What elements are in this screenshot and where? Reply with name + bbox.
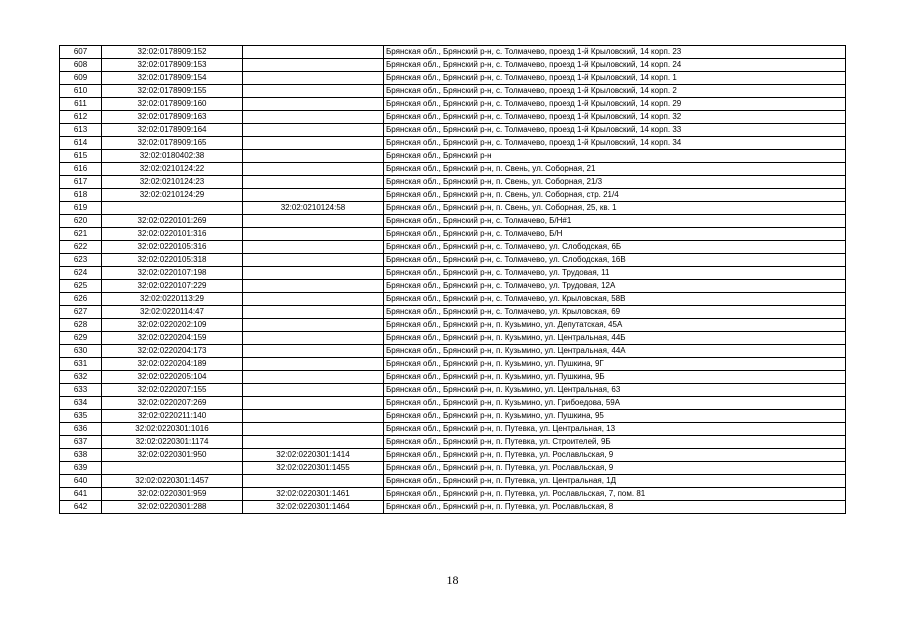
row-number: 616 (60, 163, 102, 176)
address: Брянская обл., Брянский р-н, с. Толмачево, ул. Трудовая, 12А (384, 280, 846, 293)
cadastral-number: 32:02:0220105:316 (102, 241, 243, 254)
linked-cadastral-number: 32:02:0220301:1414 (243, 449, 384, 462)
table-row (60, 462, 846, 475)
row-number: 622 (60, 241, 102, 254)
cadastral-number: 32:02:0220301:288 (102, 501, 243, 514)
linked-cadastral-number (243, 306, 384, 319)
cadastral-number: 32:02:0220301:959 (102, 488, 243, 501)
row-number: 626 (60, 293, 102, 306)
linked-cadastral-number (243, 280, 384, 293)
address: Брянская обл., Брянский р-н, с. Толмачево, ул. Трудовая, 11 (384, 267, 846, 280)
table-row (60, 85, 846, 98)
linked-cadastral-number: 32:02:0220301:1461 (243, 488, 384, 501)
address: Брянская обл., Брянский р-н, п. Свень, ул. Соборная, стр. 21/4 (384, 189, 846, 202)
linked-cadastral-number (243, 410, 384, 423)
row-number: 635 (60, 410, 102, 423)
address: Брянская обл., Брянский р-н, п. Путевка, ул. Центральная, 1Д (384, 475, 846, 488)
linked-cadastral-number (243, 228, 384, 241)
table-row (60, 46, 846, 59)
address: Брянская обл., Брянский р-н, с. Толмачево, ул. Крыловская, 69 (384, 306, 846, 319)
address: Брянская обл., Брянский р-н, с. Толмачево, проезд 1-й Крыловский, 14 корп. 32 (384, 111, 846, 124)
table-row (60, 332, 846, 345)
linked-cadastral-number (243, 176, 384, 189)
cadastral-number: 32:02:0220101:316 (102, 228, 243, 241)
cadastral-number: 32:02:0220204:159 (102, 332, 243, 345)
address: Брянская обл., Брянский р-н, п. Путевка, ул. Рославльская, 9 (384, 449, 846, 462)
table-row (60, 423, 846, 436)
linked-cadastral-number (243, 423, 384, 436)
row-number: 619 (60, 202, 102, 215)
cadastral-number: 32:02:0220101:269 (102, 215, 243, 228)
table-row (60, 358, 846, 371)
linked-cadastral-number: 32:02:0210124:58 (243, 202, 384, 215)
row-number: 631 (60, 358, 102, 371)
table-row (60, 410, 846, 423)
linked-cadastral-number (243, 332, 384, 345)
table-row (60, 475, 846, 488)
cadastral-number: 32:02:0210124:29 (102, 189, 243, 202)
table-row (60, 228, 846, 241)
table-row (60, 345, 846, 358)
address: Брянская обл., Брянский р-н, п. Кузьмино, ул. Пушкина, 95 (384, 410, 846, 423)
address: Брянская обл., Брянский р-н, с. Толмачево, Б/Н (384, 228, 846, 241)
table-row (60, 163, 846, 176)
row-number: 617 (60, 176, 102, 189)
cadastral-number: 32:02:0220202:109 (102, 319, 243, 332)
table-row (60, 176, 846, 189)
address: Брянская обл., Брянский р-н, с. Толмачево, проезд 1-й Крыловский, 14 корп. 23 (384, 46, 846, 59)
cadastral-number: 32:02:0220204:173 (102, 345, 243, 358)
linked-cadastral-number (243, 293, 384, 306)
cadastral-number: 32:02:0178909:165 (102, 137, 243, 150)
linked-cadastral-number (243, 371, 384, 384)
cadastral-number: 32:02:0178909:155 (102, 85, 243, 98)
address: Брянская обл., Брянский р-н, п. Кузьмино, ул. Центральная, 44Б (384, 332, 846, 345)
address: Брянская обл., Брянский р-н, п. Кузьмино, ул. Депутатская, 45А (384, 319, 846, 332)
table-row (60, 293, 846, 306)
address: Брянская обл., Брянский р-н, п. Кузьмино, ул. Центральная, 63 (384, 384, 846, 397)
cadastral-number: 32:02:0220301:1174 (102, 436, 243, 449)
row-number: 632 (60, 371, 102, 384)
address: Брянская обл., Брянский р-н, п. Путевка, ул. Строителей, 9Б (384, 436, 846, 449)
cadastral-number: 32:02:0178909:154 (102, 72, 243, 85)
linked-cadastral-number (243, 319, 384, 332)
cadastral-number: 32:02:0178909:160 (102, 98, 243, 111)
page-number: 18 (446, 573, 459, 587)
linked-cadastral-number (243, 436, 384, 449)
table-row (60, 150, 846, 163)
cadastral-number: 32:02:0220107:229 (102, 280, 243, 293)
registry-table (59, 45, 846, 514)
cadastral-number: 32:02:0220114:47 (102, 306, 243, 319)
row-number: 612 (60, 111, 102, 124)
row-number: 621 (60, 228, 102, 241)
cadastral-number: 32:02:0178909:153 (102, 59, 243, 72)
row-number: 630 (60, 345, 102, 358)
row-number: 636 (60, 423, 102, 436)
address: Брянская обл., Брянский р-н, с. Толмачево, проезд 1-й Крыловский, 14 корп. 29 (384, 98, 846, 111)
row-number: 614 (60, 137, 102, 150)
table-row (60, 241, 846, 254)
linked-cadastral-number (243, 72, 384, 85)
table-row (60, 319, 846, 332)
cadastral-number: 32:02:0220211:140 (102, 410, 243, 423)
registry-table-body (60, 46, 846, 514)
address: Брянская обл., Брянский р-н, п. Путевка, ул. Центральная, 13 (384, 423, 846, 436)
address: Брянская обл., Брянский р-н, п. Путевка, ул. Рославльская, 7, пом. 81 (384, 488, 846, 501)
row-number: 613 (60, 124, 102, 137)
address: Брянская обл., Брянский р-н, с. Толмачево, проезд 1-й Крыловский, 14 корп. 33 (384, 124, 846, 137)
linked-cadastral-number (243, 124, 384, 137)
linked-cadastral-number: 32:02:0220301:1455 (243, 462, 384, 475)
row-number: 640 (60, 475, 102, 488)
table-row (60, 371, 846, 384)
row-number: 611 (60, 98, 102, 111)
row-number: 608 (60, 59, 102, 72)
address: Брянская обл., Брянский р-н, с. Толмачево, ул. Слободская, 16В (384, 254, 846, 267)
cadastral-number: 32:02:0180402:38 (102, 150, 243, 163)
row-number: 629 (60, 332, 102, 345)
table-row (60, 397, 846, 410)
cadastral-number: 32:02:0210124:23 (102, 176, 243, 189)
address: Брянская обл., Брянский р-н, с. Толмачево, ул. Крыловская, 58В (384, 293, 846, 306)
linked-cadastral-number (243, 345, 384, 358)
row-number: 624 (60, 267, 102, 280)
table-row (60, 137, 846, 150)
cadastral-number: 32:02:0220113:29 (102, 293, 243, 306)
row-number: 607 (60, 46, 102, 59)
linked-cadastral-number (243, 397, 384, 410)
table-row (60, 267, 846, 280)
row-number: 642 (60, 501, 102, 514)
cadastral-number: 32:02:0220105:318 (102, 254, 243, 267)
address: Брянская обл., Брянский р-н, с. Толмачево, Б/Н#1 (384, 215, 846, 228)
table-row (60, 215, 846, 228)
cadastral-number: 32:02:0220301:1457 (102, 475, 243, 488)
linked-cadastral-number (243, 85, 384, 98)
address: Брянская обл., Брянский р-н, п. Путевка, ул. Рославльская, 9 (384, 462, 846, 475)
linked-cadastral-number (243, 384, 384, 397)
row-number: 625 (60, 280, 102, 293)
row-number: 634 (60, 397, 102, 410)
row-number: 615 (60, 150, 102, 163)
row-number: 641 (60, 488, 102, 501)
linked-cadastral-number (243, 254, 384, 267)
table-row (60, 124, 846, 137)
table-row (60, 436, 846, 449)
cadastral-number: 32:02:0220204:189 (102, 358, 243, 371)
table-row (60, 59, 846, 72)
cadastral-number: 32:02:0220301:950 (102, 449, 243, 462)
linked-cadastral-number (243, 150, 384, 163)
address: Брянская обл., Брянский р-н, п. Свень, ул. Соборная, 21 (384, 163, 846, 176)
row-number: 620 (60, 215, 102, 228)
row-number: 638 (60, 449, 102, 462)
cadastral-number: 32:02:0178909:152 (102, 46, 243, 59)
row-number: 623 (60, 254, 102, 267)
address: Брянская обл., Брянский р-н (384, 150, 846, 163)
linked-cadastral-number: 32:02:0220301:1464 (243, 501, 384, 514)
address: Брянская обл., Брянский р-н, п. Кузьмино, ул. Пушкина, 9Б (384, 371, 846, 384)
table-row (60, 501, 846, 514)
table-row (60, 202, 846, 215)
row-number: 637 (60, 436, 102, 449)
linked-cadastral-number (243, 475, 384, 488)
row-number: 618 (60, 189, 102, 202)
address: Брянская обл., Брянский р-н, п. Путевка, ул. Рославльская, 8 (384, 501, 846, 514)
row-number: 609 (60, 72, 102, 85)
row-number: 628 (60, 319, 102, 332)
linked-cadastral-number (243, 189, 384, 202)
table-row (60, 189, 846, 202)
linked-cadastral-number (243, 358, 384, 371)
address: Брянская обл., Брянский р-н, с. Толмачево, проезд 1-й Крыловский, 14 корп. 34 (384, 137, 846, 150)
linked-cadastral-number (243, 241, 384, 254)
cadastral-number: 32:02:0178909:163 (102, 111, 243, 124)
address: Брянская обл., Брянский р-н, п. Кузьмино, ул. Пушкина, 9Г (384, 358, 846, 371)
row-number: 639 (60, 462, 102, 475)
address: Брянская обл., Брянский р-н, с. Толмачево, проезд 1-й Крыловский, 14 корп. 1 (384, 72, 846, 85)
linked-cadastral-number (243, 137, 384, 150)
cadastral-number: 32:02:0220107:198 (102, 267, 243, 280)
table-row (60, 98, 846, 111)
address: Брянская обл., Брянский р-н, с. Толмачево, проезд 1-й Крыловский, 14 корп. 24 (384, 59, 846, 72)
table-row (60, 306, 846, 319)
table-row (60, 72, 846, 85)
table-row (60, 488, 846, 501)
linked-cadastral-number (243, 163, 384, 176)
cadastral-number: 32:02:0220205:104 (102, 371, 243, 384)
address: Брянская обл., Брянский р-н, п. Кузьмино, ул. Грибоедова, 59А (384, 397, 846, 410)
row-number: 610 (60, 85, 102, 98)
cadastral-number (102, 462, 243, 475)
row-number: 633 (60, 384, 102, 397)
address: Брянская обл., Брянский р-н, п. Кузьмино, ул. Центральная, 44А (384, 345, 846, 358)
cadastral-number: 32:02:0220301:1016 (102, 423, 243, 436)
address: Брянская обл., Брянский р-н, п. Свень, ул. Соборная, 21/3 (384, 176, 846, 189)
linked-cadastral-number (243, 215, 384, 228)
linked-cadastral-number (243, 98, 384, 111)
cadastral-number: 32:02:0178909:164 (102, 124, 243, 137)
cadastral-number: 32:02:0210124:22 (102, 163, 243, 176)
cadastral-number: 32:02:0220207:155 (102, 384, 243, 397)
table-row (60, 254, 846, 267)
table-row (60, 280, 846, 293)
address: Брянская обл., Брянский р-н, с. Толмачево, проезд 1-й Крыловский, 14 корп. 2 (384, 85, 846, 98)
table-row (60, 384, 846, 397)
cadastral-number: 32:02:0220207:269 (102, 397, 243, 410)
address: Брянская обл., Брянский р-н, с. Толмачево, ул. Слободская, 6Б (384, 241, 846, 254)
linked-cadastral-number (243, 267, 384, 280)
cadastral-number (102, 202, 243, 215)
table-row (60, 111, 846, 124)
linked-cadastral-number (243, 111, 384, 124)
table-row (60, 449, 846, 462)
address: Брянская обл., Брянский р-н, п. Свень, ул. Соборная, 25, кв. 1 (384, 202, 846, 215)
linked-cadastral-number (243, 46, 384, 59)
row-number: 627 (60, 306, 102, 319)
linked-cadastral-number (243, 59, 384, 72)
